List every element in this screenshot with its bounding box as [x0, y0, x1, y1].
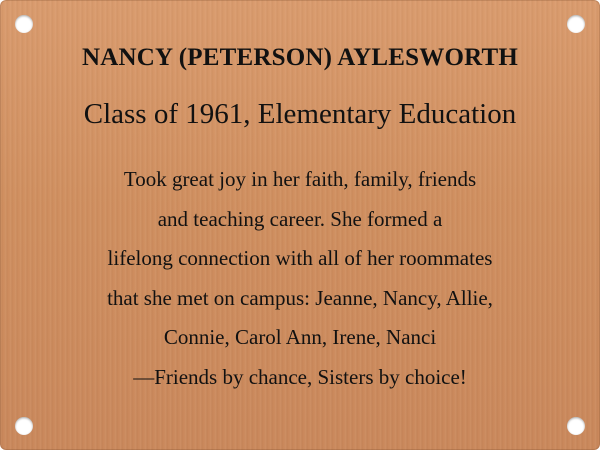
tribute-line: and teaching career. She formed a — [157, 206, 443, 231]
honoree-name: NANCY (PETERSON) AYLESWORTH — [81, 44, 519, 71]
tribute-line: —Friends by chance, Sisters by choice! — [133, 364, 467, 389]
tribute-text — [0, 160, 600, 397]
tribute-line: Took great joy in her faith, family, friends — [123, 167, 477, 191]
tribute-line: Connie, Carol Ann, Irene, Nanci — [163, 325, 437, 349]
tribute-line: that she met on campus: Jeanne, Nancy, Allie, — [107, 285, 493, 310]
class-and-major: Class of 1961, Elementary Education — [83, 98, 517, 130]
tribute-line: lifelong connection with all of her roommates — [107, 246, 493, 270]
